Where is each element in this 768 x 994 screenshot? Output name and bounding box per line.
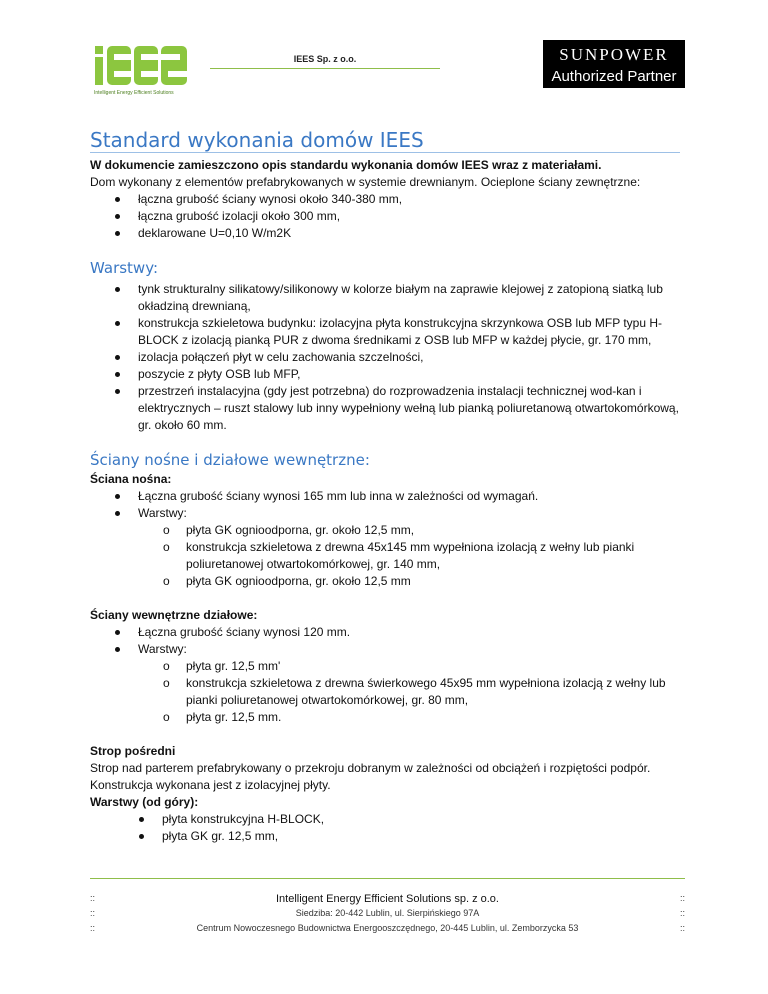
strop-text-1: Strop nad parterem prefabrykowany o przekroju dobranym w zależności od obciążeń i rozpiętości podpór. bbox=[90, 761, 651, 775]
list-item: deklarowane U=0,10 W/m2K bbox=[90, 225, 680, 242]
strop-title: Strop pośredni bbox=[90, 744, 176, 758]
section-heading-warstwy: Warstwy: bbox=[90, 259, 159, 277]
footer-marker: :: bbox=[90, 923, 96, 933]
strop-list bbox=[90, 811, 680, 845]
list-item: łączna grubość ściany wynosi około 340-380 mm, bbox=[90, 191, 680, 208]
list-item: płyta konstrukcyjna H-BLOCK, bbox=[90, 811, 680, 828]
list-item: przestrzeń instalacyjna (gdy jest potrzebna) do rozprowadzenia instalacji technicznej wod-kan i elektrycznych – ruszt stalowy lub inny wypełniony wełną lub pianką poliuretanową otwartokomórkową, gr. około 60 mm. bbox=[90, 383, 680, 434]
strop-layers-title: Warstwy (od góry): bbox=[90, 795, 199, 809]
header-divider bbox=[210, 68, 440, 69]
footer bbox=[90, 893, 685, 938]
list-item: o płyta GK ognioodporna, gr. około 12,5 mm, bbox=[90, 522, 680, 539]
footer-divider bbox=[90, 878, 685, 879]
sunpower-badge bbox=[543, 40, 685, 88]
list-item: konstrukcja szkieletowa budynku: izolacyjna płyta konstrukcyjna skrzynkowa OSB lub MFP typu H-BLOCK z izolacją pianką PUR z dwoma średnikami z OSB lub MFP w każdej płycie, gr. 170 mm, bbox=[90, 315, 680, 349]
svg-text:Intelligent Energy Efficient S: Intelligent Energy Efficient Solutions bbox=[94, 90, 174, 96]
footer-marker: :: bbox=[90, 908, 96, 918]
footer-marker: :: bbox=[679, 923, 685, 933]
list-item: o konstrukcja szkieletowa z drewna 45x145 mm wypełniona izolacją z wełny lub pianki poliuretanowej otwartokomórkowej, gr. 140 mm, bbox=[90, 539, 680, 573]
footer-marker: :: bbox=[679, 893, 685, 903]
list-item: łączna grubość izolacji około 300 mm, bbox=[90, 208, 680, 225]
strop-text-2: Konstrukcja wykonana jest z izolacyjnej płyty. bbox=[90, 778, 331, 792]
footer-address-2: Centrum Nowoczesnego Budownictwa Energooszczędnego, 20-445 Lublin, ul. Zemborzycka 53 bbox=[196, 923, 579, 933]
footer-marker: :: bbox=[679, 908, 685, 918]
document-body bbox=[90, 128, 680, 845]
intro-list bbox=[90, 191, 680, 242]
dzialowe-list bbox=[90, 624, 680, 658]
sunpower-title: SUNPOWER bbox=[559, 45, 669, 64]
nosna-sublist bbox=[90, 522, 680, 590]
nosna-list bbox=[90, 488, 680, 522]
iees-logo bbox=[92, 44, 190, 96]
list-item: izolacja połączeń płyt w celu zachowania szczelności, bbox=[90, 349, 680, 366]
list-item: Łączna grubość ściany wynosi 165 mm lub inna w zależności od wymagań. bbox=[90, 488, 680, 505]
list-item: o płyta gr. 12,5 mm. bbox=[90, 709, 680, 726]
intro-text: Dom wykonany z elementów prefabrykowanych w systemie drewnianym. Ocieplone ściany zewnętrzne: bbox=[90, 175, 641, 189]
footer-company: Intelligent Energy Efficient Solutions sp. z o.o. bbox=[276, 893, 499, 905]
nosna-title: Ściana nośna: bbox=[90, 472, 172, 486]
list-item: tynk strukturalny silikatowy/silikonowy w kolorze białym na zaprawie klejowej z zatopioną siatką lub okładziną drewnianą, bbox=[90, 281, 680, 315]
sunpower-subtitle: Authorized Partner bbox=[551, 68, 677, 85]
list-item: o płyta GK ognioodporna, gr. około 12,5 mm bbox=[90, 573, 680, 590]
list-item: poszycie z płyty OSB lub MFP, bbox=[90, 366, 680, 383]
page-title: Standard wykonania domów IEES bbox=[90, 132, 680, 153]
list-item: Warstwy: bbox=[90, 641, 680, 658]
section-heading-sciany: Ściany nośne i działowe wewnętrzne: bbox=[90, 451, 370, 469]
list-item: płyta GK gr. 12,5 mm, bbox=[90, 828, 680, 845]
warstwy-list bbox=[90, 281, 680, 434]
list-item: o płyta gr. 12,5 mm' bbox=[90, 658, 680, 675]
list-item: o konstrukcja szkieletowa z drewna świerkowego 45x95 mm wypełniona izolacją z wełny lub pianki poliuretanowej otwartokomórkowej, gr. 80 mm, bbox=[90, 675, 680, 709]
list-item: Łączna grubość ściany wynosi 120 mm. bbox=[90, 624, 680, 641]
footer-marker: :: bbox=[90, 893, 96, 903]
header-company: IEES Sp. z o.o. bbox=[293, 54, 357, 64]
list-item: Warstwy: bbox=[90, 505, 680, 522]
intro-lead: W dokumencie zamieszczono opis standardu wykonania domów IEES wraz z materiałami. bbox=[90, 158, 602, 172]
dzialowe-sublist bbox=[90, 658, 680, 726]
dzialowe-title: Ściany wewnętrzne działowe: bbox=[90, 608, 258, 622]
footer-address-1: Siedziba: 20-442 Lublin, ul. Sierpińskiego 97A bbox=[295, 908, 480, 918]
